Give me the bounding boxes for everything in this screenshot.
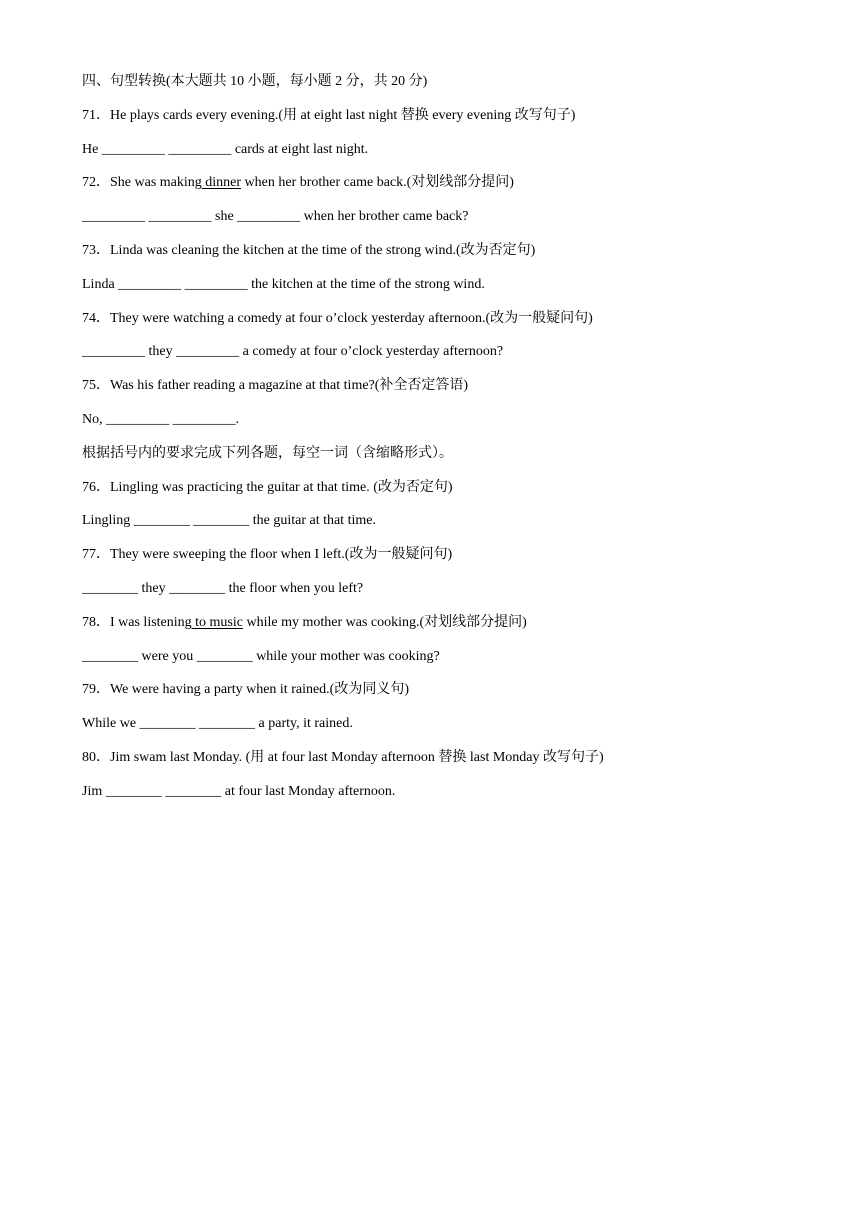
- sub-instruction: 根据括号内的要求完成下列各题，每空一词（含缩略形式）。: [82, 445, 453, 461]
- question-73: 73．Linda was cleaning the kitchen at the time of the strong wind.(改为否定句): [82, 242, 536, 258]
- worksheet-content: [82, 72, 782, 816]
- answer-line-79: While we ________ ________ a party, it rained.: [82, 716, 353, 732]
- question-72: [82, 173, 782, 207]
- answer-line-78: ________ were you ________ while your mother was cooking?: [82, 648, 440, 664]
- question-75: 75．Was his father reading a magazine at that time?(补全否定答语): [82, 378, 469, 394]
- answer-line-72: _________ _________ she _________ when her brother came back?: [82, 209, 469, 225]
- answer-line-76: Lingling ________ ________ the guitar at that time.: [82, 513, 376, 529]
- question-72-text-start: 72．She was making: [82, 175, 202, 191]
- question-74: 74．They were watching a comedy at four o’clock yesterday afternoon.(改为一般疑问句): [82, 310, 593, 326]
- answer-line-73: Linda _________ _________ the kitchen at the time of the strong wind.: [82, 276, 485, 292]
- answer-line-80: Jim ________ ________ at four last Monday afternoon.: [82, 783, 396, 799]
- question-80: 80．Jim swam last Monday. (用 at four last Monday afternoon 替换 last Monday 改写句子): [82, 749, 604, 765]
- question-76: 76．Lingling was practicing the guitar at that time. (改为否定句): [82, 479, 453, 495]
- question-78-underlined-part: to music: [191, 614, 243, 630]
- question-78: [82, 613, 782, 647]
- answer-line-77: ________ they ________ the floor when you left?: [82, 580, 364, 596]
- question-79: 79．We were having a party when it rained.(改为同义句): [82, 682, 409, 698]
- question-72-text-end: when her brother came back.(对划线部分提问): [241, 175, 514, 191]
- answer-line-71: He _________ _________ cards at eight last night.: [82, 141, 369, 157]
- question-78-text-end: while my mother was cooking.(对划线部分提问): [243, 614, 527, 630]
- question-77: 77．They were sweeping the floor when I left.(改为一般疑问句): [82, 547, 453, 563]
- section-title: 四、句型转换(本大题共 10 小题，每小题 2 分，共 20 分): [82, 74, 428, 89]
- question-78-text-start: 78．I was listening: [82, 614, 192, 630]
- question-71: 71．He plays cards every evening.(用 at eight last night 替换 every evening 改写句子): [82, 107, 576, 123]
- question-72-underlined-part: dinner: [201, 175, 242, 191]
- answer-line-75: No, _________ _________.: [82, 411, 240, 427]
- answer-line-74: _________ they _________ a comedy at four o’clock yesterday afternoon?: [82, 344, 504, 360]
